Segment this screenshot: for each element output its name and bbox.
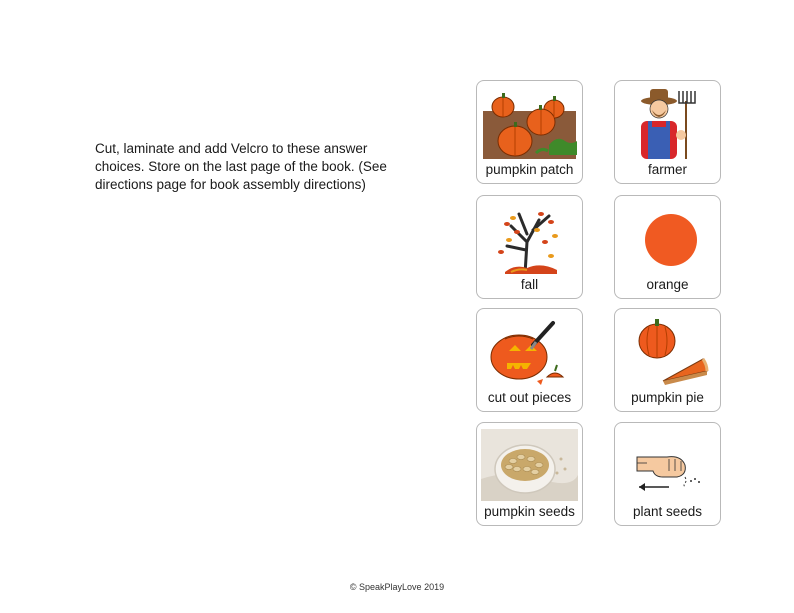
card-orange[interactable] [614,195,721,299]
pumpkin-seeds-photo [481,429,578,501]
card-fall[interactable] [476,195,583,299]
fall-tree-icon [481,202,578,274]
pumpkin-patch-icon [481,87,578,159]
orange-circle-icon [619,202,716,274]
copyright-footer: © SpeakPlayLove 2019 [349,582,445,592]
card-label: farmer [647,162,687,177]
card-label: cut out pieces [487,390,572,405]
card-farmer[interactable] [614,80,721,184]
card-pumpkin-patch[interactable] [476,80,583,184]
farmer-icon [619,87,716,159]
card-pumpkin-seeds[interactable] [476,422,583,526]
instructions-text: Cut, laminate and add Velcro to these answer choices. Store on the last page of the book. (See directions page for book assembly directions) [95,141,387,192]
card-label: pumpkin patch [485,162,574,177]
card-label: pumpkin seeds [484,504,575,519]
card-label: plant seeds [632,504,703,519]
card-plant-seeds[interactable] [614,422,721,526]
card-label: pumpkin pie [631,390,704,405]
card-cut-out-pieces[interactable] [476,308,583,412]
card-label: fall [520,277,539,292]
pumpkin-pie-icon [619,315,716,387]
card-label: orange [646,277,689,292]
plant-seeds-hand-icon [619,429,716,501]
card-pumpkin-pie[interactable] [614,308,721,412]
carved-pumpkin-icon [481,315,578,387]
